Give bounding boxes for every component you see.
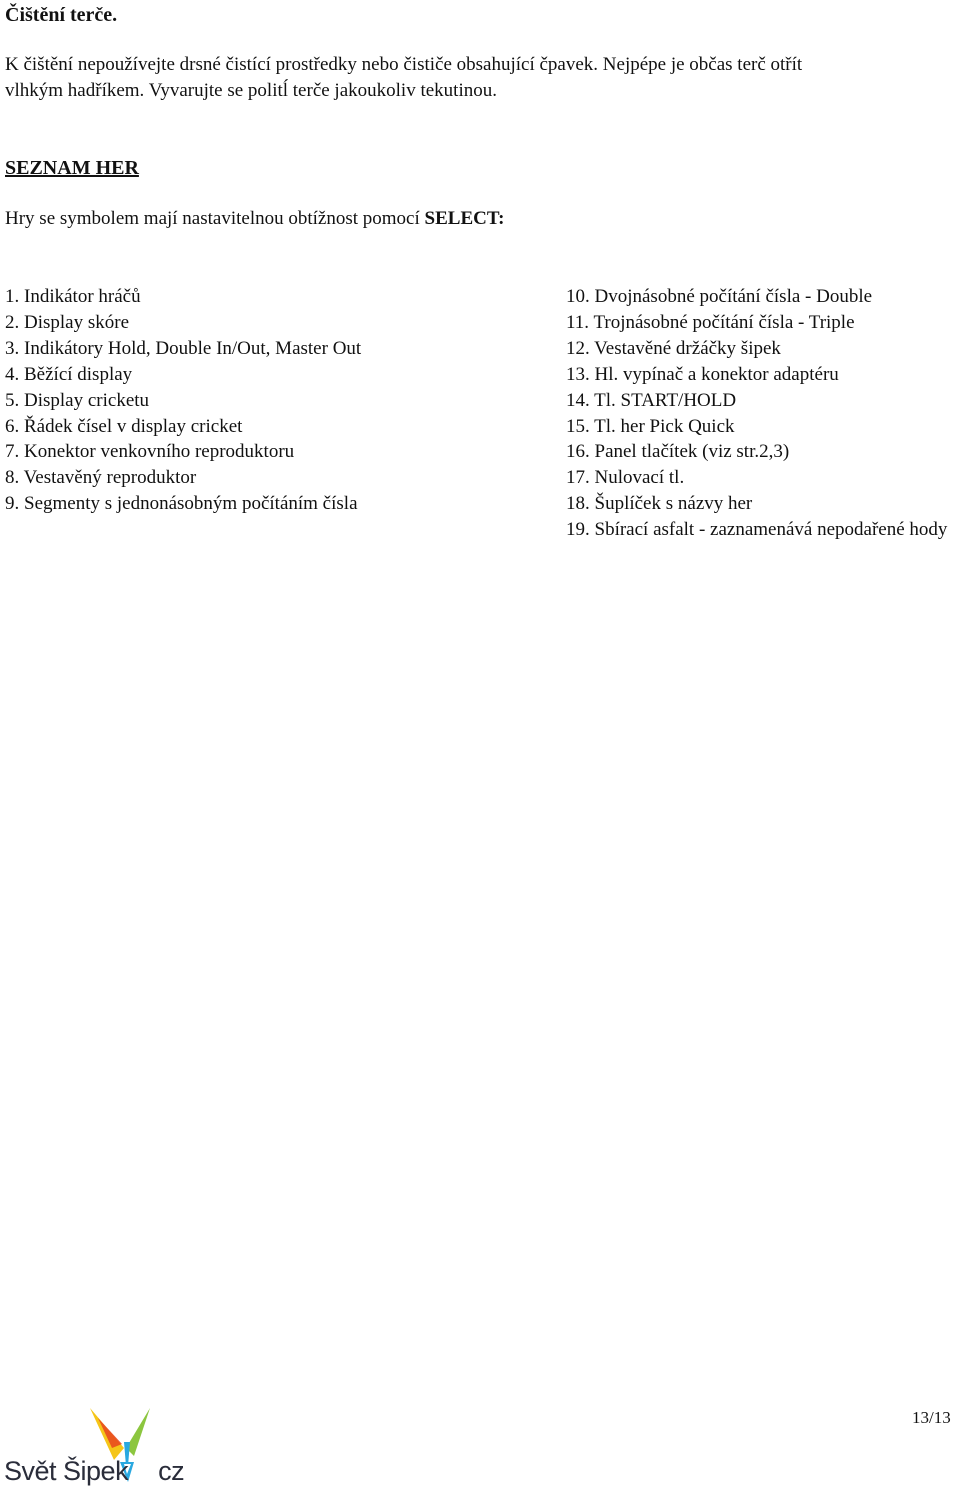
logo-wordmark <box>4 1456 184 1487</box>
list-item: 3. Indikátory Hold, Double In/Out, Master Out <box>5 337 362 359</box>
list-item: 4. Běžící display <box>5 363 133 385</box>
cleaning-text-line-2: vlhkým hadříkem. Vyvarujte se politĺ terče jakoukoliv tekutinou. <box>5 80 497 101</box>
list-item: 13. Hl. vypínač a konektor adaptéru <box>566 363 839 385</box>
page-number: 13/13 <box>912 1408 951 1427</box>
list-item: 14. Tl. START/HOLD <box>566 389 737 411</box>
games-intro <box>5 206 504 232</box>
list-item: 8. Vestavěný reproduktor <box>5 467 197 489</box>
list-item: 19. Sbírací asfalt - zaznamenává nepodařené hody <box>566 519 948 541</box>
list-item: 6. Řádek čísel v display cricket <box>5 415 243 437</box>
component-list-left <box>5 284 545 517</box>
games-intro-text: Hry se symbolem mají nastavitelnou obtížnost pomocí <box>5 208 425 229</box>
list-item: 18. Šuplíček s názvy her <box>566 493 753 515</box>
list-item: 12. Vestavěné držáčky šipek <box>566 337 781 359</box>
cleaning-text-line-1: K čištění nepoužívejte drsné čistící prostředky nebo čističe obsahující čpavek. Nejpépe je občas terč otřít <box>5 54 803 75</box>
svet-sipek-logo <box>2 1404 185 1490</box>
list-item: 1. Indikátor hráčů <box>5 286 141 307</box>
list-item: 16. Panel tlačítek (viz str.2,3) <box>566 441 790 463</box>
section-title: Čištění terče. <box>5 4 118 26</box>
logo-name: Svět Šipek <box>4 1456 129 1486</box>
list-item: 11. Trojnásobné počítání čísla - Triple <box>566 311 855 333</box>
logo-suffix: cz <box>158 1456 185 1486</box>
component-list-right <box>566 284 958 543</box>
games-heading: SEZNAM HER <box>5 157 139 179</box>
list-item: 2. Display skóre <box>5 311 130 333</box>
list-item: 15. Tl. her Pick Quick <box>566 415 735 437</box>
list-item: 9. Segmenty s jednonásobným počítáním čísla <box>5 493 358 515</box>
games-intro-select: SELECT: <box>424 208 505 229</box>
list-item: 17. Nulovací tl. <box>566 467 685 489</box>
list-item: 5. Display cricketu <box>5 389 150 411</box>
list-item: 10. Dvojnásobné počítání čísla - Double <box>566 286 873 307</box>
list-item: 7. Konektor venkovního reproduktoru <box>5 441 295 463</box>
